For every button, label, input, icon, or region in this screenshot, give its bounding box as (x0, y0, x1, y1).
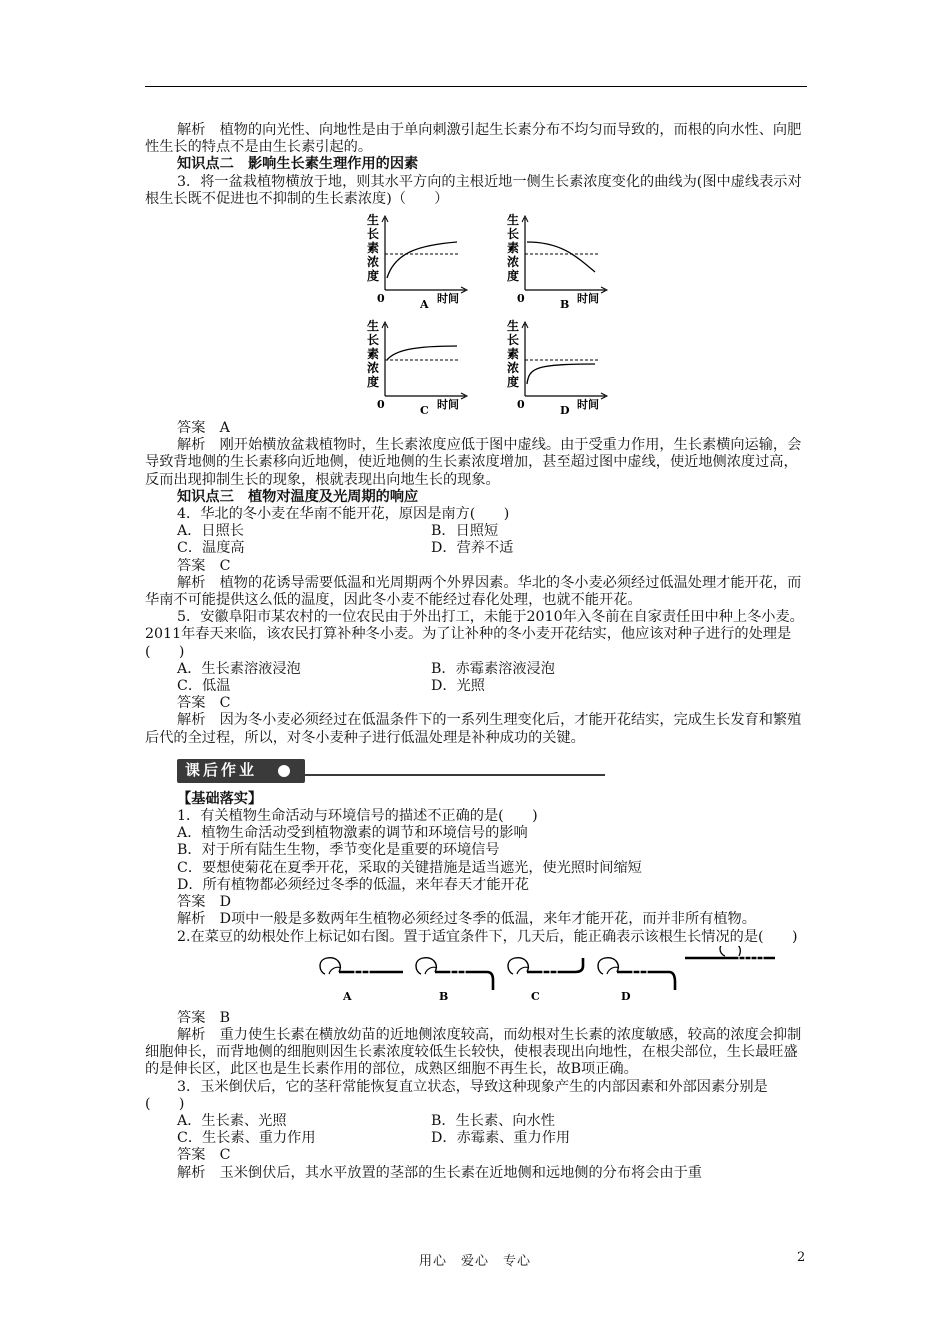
hw-q1-option-d: D．所有植物都必须经过冬季的低温，来年春天才能开花 (177, 876, 529, 893)
banner-line (305, 774, 605, 776)
question-4: 4．华北的冬小麦在华南不能开花，原因是南方( ) (177, 506, 510, 523)
hw-q1-option-c: C．要想使菊花在夏季开花，采取的关键措施是适当遮光，使光照时间缩短 (177, 859, 642, 876)
hw-q1-option-b: B．对于所有陆生生物，季节变化是重要的环境信号 (177, 842, 500, 859)
q4-option-d: D．营养不适 (431, 540, 514, 557)
y-axis-label-char: 长 (507, 333, 520, 348)
hw-question-2: 2.在菜豆的幼根处作上标记如右图。置于适宜条件下，几天后，能正确表示该根生长情况的是( ) (177, 928, 798, 945)
section-heading-2: 知识点二 影响生长素生理作用的因素 (177, 156, 419, 173)
x-axis-label: 时间 (437, 292, 459, 306)
explanation-5: 解析 因为冬小麦必须经过在低温条件下的一系列生理变化后，才能开花结实，完成生长发育和繁殖后代的全过程，所以，对冬小麦种子进行低温处理是补种成功的关键。 (145, 712, 802, 746)
y-axis-label-char: 生 (507, 319, 520, 334)
chart-c (365, 316, 485, 416)
x-axis-label: 时间 (577, 398, 599, 412)
q4-options-row2 (145, 540, 807, 557)
basic-section-title: 【基础落实】 (177, 790, 263, 807)
hw-explanation-3: 解析 玉米倒伏后，其水平放置的茎部的生长素在近地侧和远地侧的分布将会由于重 (177, 1164, 702, 1181)
hw-question-3: 3．玉米倒伏后，它的茎秆常能恢复直立状态，导致这种现象产生的内部因素和外部因素分别是( ) (145, 1078, 768, 1112)
concentration-curve (527, 364, 595, 384)
q4-option-b: B．日照短 (431, 523, 499, 540)
question-5: 5．安徽阜阳市某农村的一位农民由于外出打工，未能于2010年入冬前在自家责任田中种上冬小麦。2011年春天来临，该农民打算补种冬小麦。为了让补种的冬小麦开花结实，他应该对种子进行的处理是( ) (145, 609, 804, 660)
hw-q1-option-a: A．植物生命活动受到植物激素的调节和环境信号的影响 (177, 825, 528, 842)
section-heading-3: 知识点三 植物对温度及光周期的响应 (177, 488, 419, 505)
panel-label: D (560, 404, 570, 417)
chart-b (505, 210, 625, 310)
concentration-curve (527, 242, 595, 272)
y-axis-label-char: 浓 (367, 361, 380, 376)
root-figure (320, 957, 403, 1002)
y-axis-label-char: 素 (367, 241, 380, 256)
q5-option-c: C．低温 (177, 678, 231, 695)
root-figure (416, 957, 493, 1002)
hw-explanation-1: 解析 D项中一般是多数两年生植物必须经过冬季的低温，来年才能开花，而并非所有植物。 (177, 911, 756, 928)
y-axis-label-char: 素 (507, 347, 520, 362)
question-3: 3．将一盆栽植物横放于地，则其水平方向的主根近地一侧生长素浓度变化的曲线为(图中虚线表示对根生长既不促进也不抑制的生长素浓度)（ ） (145, 173, 802, 207)
origin-label: 0 (517, 398, 525, 412)
y-axis-label-char: 生 (367, 213, 380, 228)
banner-dot-icon (278, 765, 290, 777)
hw-question-1: 1．有关植物生命活动与环境信号的描述不正确的是( ) (177, 808, 538, 825)
panel-label: C (420, 404, 429, 417)
chart-a (365, 210, 485, 310)
homework-banner (145, 755, 807, 791)
header-rule (145, 86, 807, 87)
y-axis-label-char: 素 (507, 241, 520, 256)
hw-answer-1: 答案 D (177, 894, 231, 911)
page-number: 2 (797, 1250, 806, 1265)
explanation-4: 解析 植物的花诱导需要低温和光周期两个外界因素。华北的冬小麦必须经过低温处理才能开花，而华南不可能提供这么低的温度，因此冬小麦不能经过春化处理，也就不能开花。 (145, 574, 802, 609)
concentration-curve (387, 242, 457, 278)
answer-3: 答案 A (177, 420, 230, 437)
y-axis-label-char: 长 (367, 227, 380, 242)
root-option-label: B (439, 989, 449, 1003)
q5-option-b: B．赤霉素溶液浸泡 (431, 660, 555, 677)
y-axis-label-char: 度 (507, 269, 520, 284)
chart-d (505, 316, 625, 416)
hw-explanation-2: 解析 重力使生长素在横放幼苗的近地侧浓度较高，而幼根对生长素的浓度敏感，较高的浓度会抑制细胞伸长，而背地侧的细胞则因生长素浓度较低生长较快，使根表现出向地性，在根尖部位，生长最旺盛的是伸长区，此区也是生长素作用的部位，成熟区细胞不再生长，故B项正确。 (145, 1026, 802, 1078)
panel-label: B (560, 298, 570, 311)
y-axis-label-char: 度 (507, 375, 520, 390)
hw-q3-option-c: C．生长素、重力作用 (177, 1130, 316, 1147)
banner-title: 课后作业 (185, 760, 258, 779)
x-axis-label: 时间 (437, 398, 459, 412)
origin-label: 0 (377, 398, 385, 412)
answer-5: 答案 C (177, 695, 231, 712)
y-axis-label-char: 度 (367, 375, 380, 390)
root-figure (508, 957, 583, 1002)
q5-option-a: A．生长素溶液浸泡 (177, 660, 301, 677)
footer-text: 用心 爱心 专心 (418, 1254, 531, 1269)
root-option-label: A (343, 989, 352, 1003)
concentration-charts (145, 208, 807, 420)
q4-option-a: A．日照长 (177, 523, 244, 540)
hw-answer-2: 答案 B (177, 1009, 230, 1026)
q5-option-d: D．光照 (431, 678, 485, 695)
q4-option-c: C．温度高 (177, 540, 245, 557)
y-axis-label-char: 生 (507, 213, 520, 228)
explanation-3: 解析 刚开始横放盆栽植物时，生长素浓度应低于图中虚线。由于受重力作用，生长素横向运输，会导致背地侧的生长素移向近地侧，使近地侧的生长素浓度增加，甚至超过图中虚线，使近地侧浓度过高，反而出现抑制生长的现象，根就表现出向地生长的现象。 (145, 437, 802, 488)
y-axis-label-char: 长 (367, 333, 380, 348)
hw-q3-options-row1 (145, 1113, 807, 1130)
origin-label: 0 (377, 292, 385, 306)
root-figure (598, 957, 675, 1002)
x-axis-label: 时间 (577, 292, 599, 306)
root-icon (527, 958, 583, 972)
y-axis-label-char: 浓 (367, 255, 380, 270)
q4-options-row1 (145, 523, 807, 540)
hw-answer-3: 答案 C (177, 1147, 231, 1164)
seed-icon (720, 946, 740, 956)
y-axis-label-char: 浓 (507, 255, 520, 270)
reference-figure (685, 946, 775, 960)
root-option-label: C (531, 989, 540, 1003)
root-figures (145, 946, 807, 1010)
hw-q3-option-a: A．生长素、光照 (177, 1112, 287, 1129)
y-axis-label-char: 长 (507, 227, 520, 242)
y-axis-label-char: 度 (367, 269, 380, 284)
explanation-q2: 解析 植物的向光性、向地性是由于单向刺激引起生长素分布不均匀而导致的，而根的向水性、向肥性生长的特点不是由生长素引起的。 (145, 122, 802, 156)
y-axis-label-char: 生 (367, 319, 380, 334)
root-icon (435, 972, 493, 990)
page-content (145, 122, 807, 1182)
answer-4: 答案 C (177, 557, 231, 574)
hw-q3-option-b: B．生长素、向水性 (431, 1112, 555, 1129)
q5-options-row2 (145, 678, 807, 695)
root-option-label: D (621, 989, 631, 1003)
origin-label: 0 (517, 292, 525, 306)
panel-label: A (420, 298, 429, 311)
concentration-curve (387, 346, 457, 360)
y-axis-label-char: 浓 (507, 361, 520, 376)
root-icon (617, 972, 675, 990)
hw-q3-options-row2 (145, 1130, 807, 1147)
q5-options-row1 (145, 661, 807, 678)
hw-q3-option-d: D．赤霉素、重力作用 (431, 1130, 571, 1147)
y-axis-label-char: 素 (367, 347, 380, 362)
